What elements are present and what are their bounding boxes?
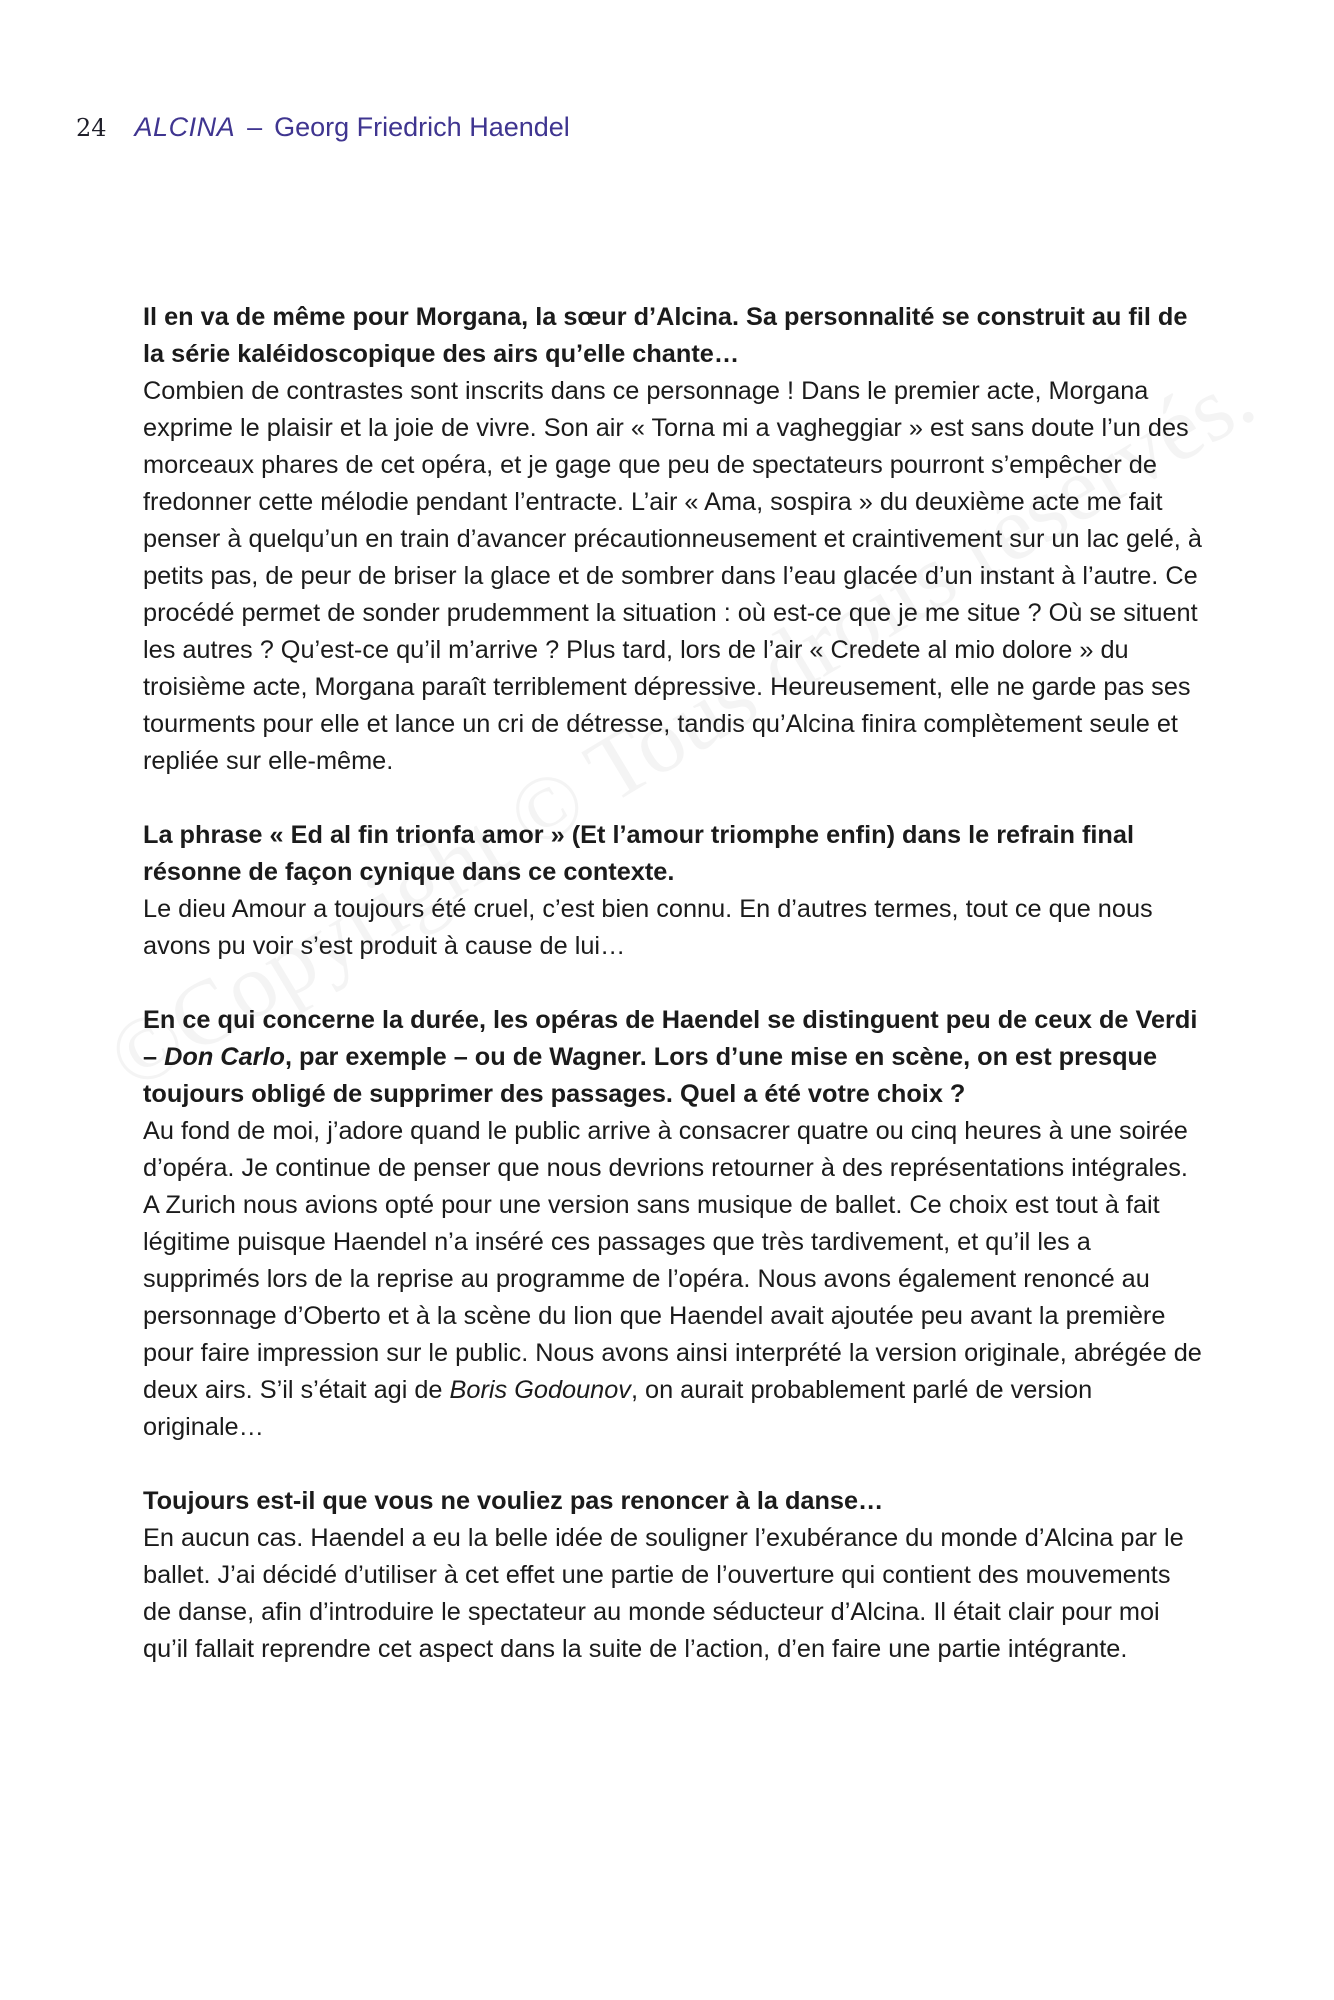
composer-name: Georg Friedrich Haendel bbox=[274, 112, 570, 142]
question-text: , par exemple – ou de Wagner. Lors d’une mise en scène, on est presque toujours obligé de supprimer des passages. Quel a été votre choix ? bbox=[143, 1043, 1158, 1108]
interview-body bbox=[143, 299, 1203, 1668]
interview-question bbox=[143, 1002, 1203, 1113]
running-title bbox=[135, 112, 570, 143]
interview-question: La phrase « Ed al fin trionfa amor » (Et l’amour triomphe enfin) dans le refrain final résonne de façon cynique dans ce contexte. bbox=[143, 821, 1134, 886]
interview-answer bbox=[143, 1113, 1203, 1446]
qa-block-dance bbox=[143, 1483, 1203, 1668]
answer-text: Au fond de moi, j’adore quand le public arrive à consacrer quatre ou cinq heures à une soirée d’opéra. Je continue de penser que nous devrions retourner à des représentations intégrales. A Zurich nous avions opté pour une version sans musique de ballet. Ce choix est tout à fait légitime puisque Haendel n’a inséré ces passages que très tardivement, et qu’il les a supprimés lors de la reprise au programme de l’opéra. Nous avons également renoncé au personnage d’Oberto et à la scène du lion que Haendel avait ajoutée peu avant la première pour faire impression sur le public. Nous avons ainsi interprété la version originale, abrégée de deux airs. S’il s’était agi de bbox=[143, 1117, 1202, 1404]
answer-text: , on aurait probablement parlé de version originale… bbox=[143, 1376, 1093, 1441]
work-title-don-carlo: Don Carlo bbox=[164, 1043, 285, 1071]
qa-block-duration bbox=[143, 1002, 1203, 1446]
question-text: En ce qui concerne la durée, les opéras de Haendel se distinguent peu de ceux de Verdi – bbox=[143, 1006, 1198, 1071]
interview-answer: En aucun cas. Haendel a eu la belle idée de souligner l’exubérance du monde d’Alcina par le ballet. J’ai décidé d’utiliser à cet effet une partie de l’ouverture qui contient des mouvements de danse, afin d’introduire le spectateur au monde séducteur d’Alcina. Il était clair pour moi qu’il fallait reprendre cet aspect dans la suite de l’action, d’en faire une partie intégrante. bbox=[143, 1524, 1184, 1663]
qa-block-final-refrain bbox=[143, 817, 1203, 965]
interview-question: Toujours est-il que vous ne vouliez pas renoncer à la danse… bbox=[143, 1487, 884, 1515]
title-separator: – bbox=[247, 112, 263, 142]
interview-answer: Combien de contrastes sont inscrits dans ce personnage ! Dans le premier acte, Morgana exprime le plaisir et la joie de vivre. Son air « Torna mi a vagheggiar » est sans doute l’un des morceaux phares de cet opéra, et je gage que peu de spectateurs pourront s’empêcher de fredonner cette mélodie pendant l’entracte. L’air « Ama, sospira » du deuxième acte me fait penser à quelqu’un en train d’avancer précautionneusement et craintivement sur un lac gelé, à petits pas, de peur de briser la glace et de sombrer dans l’eau glacée d’un instant à l’autre. Ce procédé permet de sonder prudemment la situation : où est-ce que je me situe ? Où se situent les autres ? Qu’est-ce qu’il m’arrive ? Plus tard, lors de l’air « Credete al mio dolore » du troisième acte, Morgana paraît terriblement dépressive. Heureusement, elle ne garde pas ses tourments pour elle et lance un cri de détresse, tandis qu’Alcina finira complètement seule et repliée sur elle-même. bbox=[143, 377, 1202, 775]
opera-title: ALCINA bbox=[134, 112, 236, 142]
page-number: 24 bbox=[76, 114, 107, 142]
work-title-boris-godounov: Boris Godounov bbox=[449, 1376, 631, 1404]
interview-question: Il en va de même pour Morgana, la sœur d’Alcina. Sa personnalité se construit au fil de la série kaléidoscopique des airs qu’elle chante… bbox=[143, 303, 1188, 368]
running-head bbox=[76, 112, 570, 152]
qa-block-morgana bbox=[143, 299, 1203, 780]
interview-answer: Le dieu Amour a toujours été cruel, c’est bien connu. En d’autres termes, tout ce que nous avons pu voir s’est produit à cause de lui… bbox=[143, 895, 1153, 960]
